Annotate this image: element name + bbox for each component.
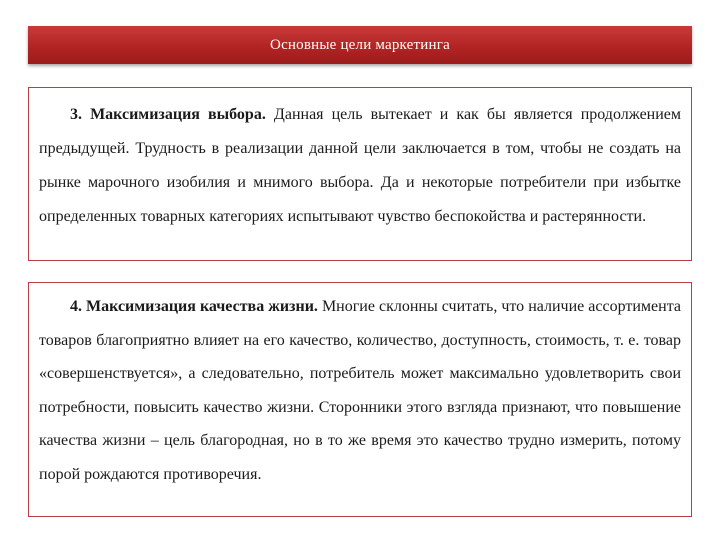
section-body: Данная цель вытекает и как бы является продолжением предыдущей. Трудность в реализации данной цели заключается в том, чтобы не создать на рынке марочного изобилия и мнимого выбора. Да и некоторые потребители при избытке определенных товарных категориях испытывают чувство беспокойства и растерянности. [39, 106, 682, 225]
section-box-quality-of-life [28, 282, 692, 517]
section-paragraph [39, 290, 681, 491]
section-heading: 3. Максимизация выбора. [70, 106, 266, 123]
slide-title-bar [28, 26, 692, 64]
section-heading: 4. Максимизация качества жизни. [70, 298, 318, 315]
section-body: Многие склонны считать, что наличие ассортимента товаров благоприятно влияет на его качество, количество, доступность, стоимость, т. е. товар «совершенствуется», а следовательно, потребитель может максимально удовлетворить свои потребности, повысить качество жизни. Сторонники этого взгляда признают, что повышение качества жизни – цель благородная, но в то же время это качество трудно измерить, потому порой рождаются противоречия. [39, 298, 682, 483]
slide-title: Основные цели маркетинга [270, 36, 450, 53]
section-box-maximize-choice [28, 87, 692, 261]
section-paragraph [39, 98, 681, 234]
